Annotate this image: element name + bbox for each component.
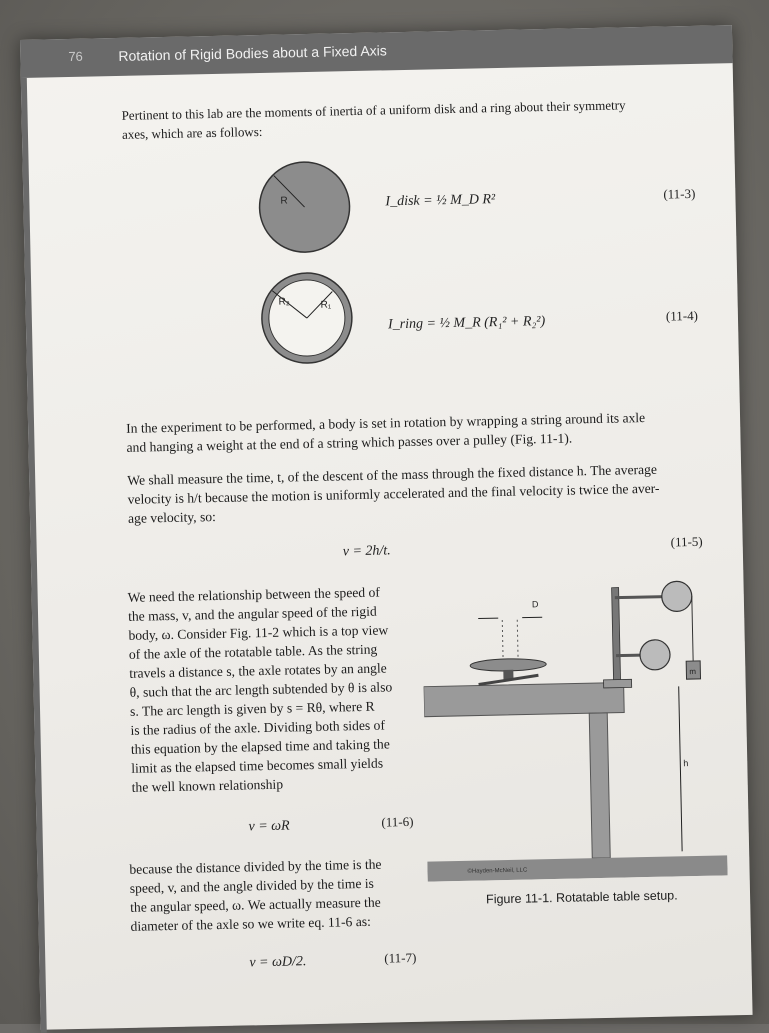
d-guide-right — [517, 620, 518, 660]
paragraph-3-line: the well known relationship — [131, 775, 283, 797]
upper-pulley-icon — [661, 581, 692, 612]
paragraph-2-line-1: We shall measure the time, t, of the descent of the mass through the fixed distance h. The average — [127, 460, 657, 490]
paragraph-2-line-3: age velocity, so: — [128, 507, 216, 528]
copyright-label: ©Hayden-McNeil, LLC — [467, 867, 528, 875]
equation-omega: v = ωR — [248, 819, 289, 836]
ring-inner-radius-label: R₁ — [321, 300, 332, 311]
equation-ring-number: (11-4) — [666, 308, 698, 325]
pulley-stand-base — [604, 679, 632, 688]
height-label: h — [683, 758, 688, 768]
paragraph-4-line: diameter of the axle so we write eq. 11-6 as: — [130, 912, 371, 936]
rotatable-table-figure — [421, 565, 727, 881]
paragraph-4-line: the angular speed, ω. We actually measure the — [130, 893, 381, 917]
equation-ring: I_ring = ½ M_R (R₁² + R₂²) — [388, 314, 545, 333]
paragraph-2-line-2: velocity is h/t because the motion is uniformly accelerated and the final velocity is twice the aver- — [127, 479, 659, 509]
intro-line-1: Pertinent to this lab are the moments of inertia of a uniform disk and a ring about their symmetry — [121, 95, 625, 125]
diameter-label: D — [532, 599, 539, 609]
equation-omega-number: (11-6) — [381, 814, 413, 831]
book-page — [20, 25, 753, 1030]
equation-disk-number: (11-3) — [663, 186, 695, 203]
equation-velocity-number: (11-5) — [670, 534, 702, 551]
page-number: 76 — [68, 49, 83, 64]
ring-diagram — [258, 269, 356, 367]
figure-caption: Figure 11-1. Rotatable table setup. — [486, 886, 678, 909]
paragraph-3-line: body, ω. Consider Fig. 11-2 which is a top view — [128, 620, 388, 644]
d-guide-left — [502, 620, 503, 660]
mass-label: m — [689, 667, 696, 676]
equation-diameter: v = ωD/2. — [249, 954, 306, 971]
equation-diameter-number: (11-7) — [384, 950, 416, 967]
turntable — [470, 658, 546, 672]
paragraph-3-line: this equation by the elapsed time and taking the — [131, 734, 390, 758]
intro-line-2: axes, which are as follows: — [122, 122, 263, 144]
paragraph-3-line: θ, such that the arc length subtended by θ is also — [129, 677, 392, 701]
disk-radius-label: R — [280, 195, 287, 206]
paragraph-4-line: speed, v, and the angle divided by the time is — [130, 874, 374, 898]
equation-disk: I_disk = ½ M_D R² — [385, 192, 495, 210]
ring-outer-radius-label: R₂ — [278, 296, 289, 307]
lower-pulley-icon — [640, 640, 671, 671]
chapter-title: Rotation of Rigid Bodies about a Fixed Axis — [118, 42, 387, 64]
paragraph-3-line: is the radius of the axle. Dividing both sides of — [130, 716, 385, 740]
paragraph-3-line: limit as the elapsed time becomes small yields — [131, 754, 383, 778]
paragraph-1-line-1: In the experiment to be performed, a body is set in rotation by wrapping a string around its axle — [126, 408, 645, 438]
string — [692, 596, 693, 661]
table-leg — [589, 713, 610, 858]
paragraph-3-line: the mass, v, and the angular speed of the rigid — [128, 602, 377, 626]
paragraph-4-line: because the distance divided by the time is the — [129, 855, 382, 879]
height-arrow — [679, 686, 682, 851]
paragraph-3-line: s. The arc length is given by s = Rθ, where R — [130, 697, 375, 721]
paragraph-3-line: travels a distance s, the axle rotates by an angle — [129, 658, 387, 682]
paragraph-3-line: We need the relationship between the speed of — [127, 583, 380, 607]
disk-diagram — [256, 158, 354, 256]
paragraph-3-line: of the axle of the rotatable table. As the string — [129, 640, 378, 664]
pulley-stand — [612, 588, 621, 684]
equation-velocity: v = 2h/t. — [343, 543, 391, 560]
paragraph-1-line-2: and hanging a weight at the end of a string which passes over a pulley (Fig. 11-1). — [126, 429, 572, 457]
table-top — [424, 683, 625, 717]
